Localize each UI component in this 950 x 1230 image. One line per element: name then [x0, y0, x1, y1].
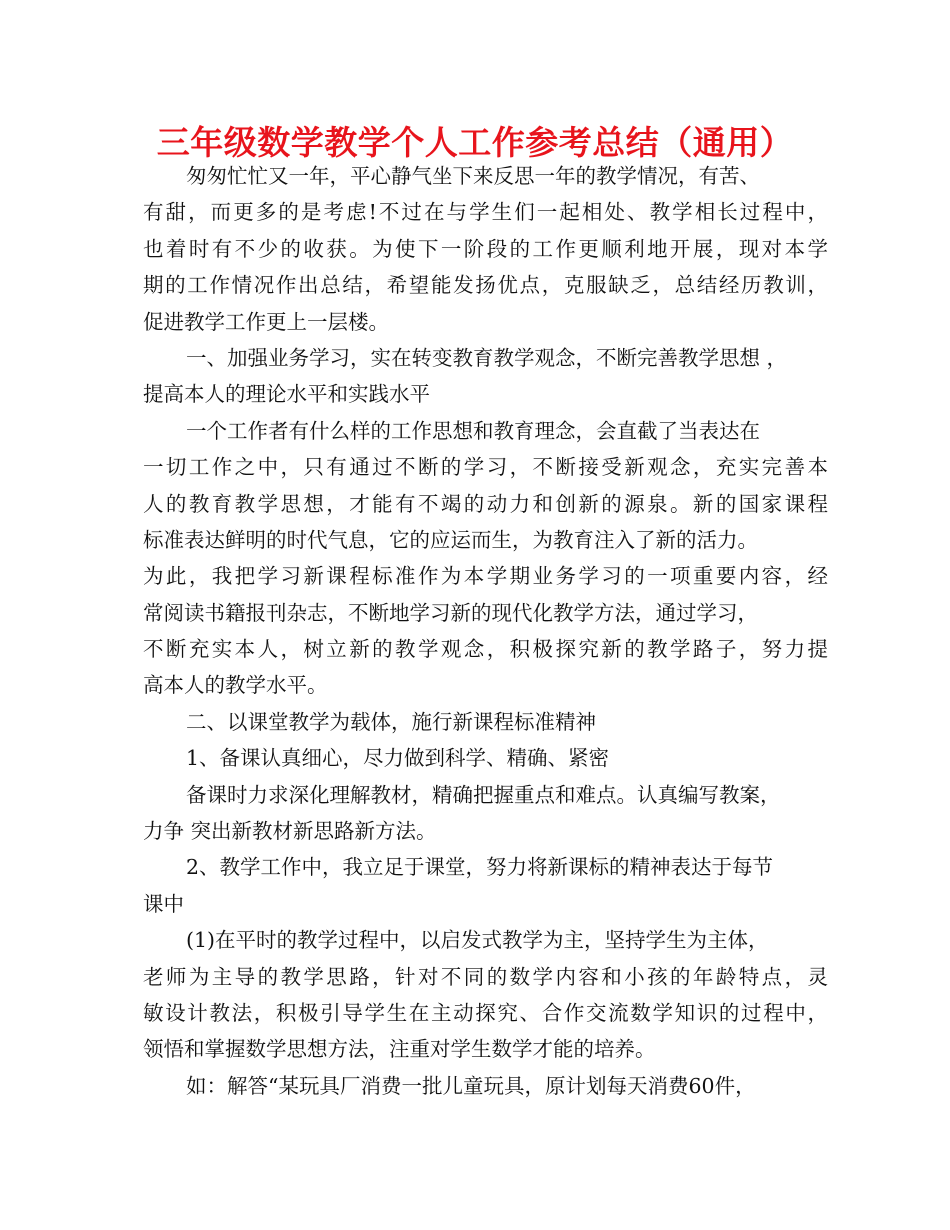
paragraph-line: 备课时力求深化理解教材，精确把握重点和难点。认真编写教案， — [186, 782, 781, 807]
paragraph-line: 老师为主导的教学思路，针对不同的数学内容和小孩的年龄特点，灵 — [143, 964, 828, 989]
section-heading-line: 二、以课堂教学为载体，施行新课程标准精神 — [186, 709, 596, 734]
paragraph-line: 一个工作者有什么样的工作思想和教育理念，会直截了当表达在 — [186, 418, 760, 443]
paragraph-line: 为此，我把学习新课程标准作为本学期业务学习的一项重要内容，经 — [143, 564, 828, 589]
paragraph-line: 也着时有不少的收获。为使下一阶段的工作更顺利地开展，现对本学 — [143, 236, 828, 261]
paragraph-line: 标准表达鲜明的时代气息，它的应运而生，为教育注入了新的活力。 — [143, 527, 758, 552]
paragraph-line: 高本人的教学水平。 — [143, 673, 328, 698]
paragraph-line: 促进教学工作更上一层楼。 — [143, 309, 389, 334]
section-heading-line: 一、加强业务学习，实在转变教育教学观念，不断完善教学思想 ， — [186, 345, 788, 370]
paragraph-line: 领悟和掌握数学思想方法，注重对学生数学才能的培养。 — [143, 1037, 656, 1062]
document-title: 三年级数学教学个人工作参考总结（通用） — [156, 123, 794, 162]
subsection-heading-line: 1、备课认真细心，尽力做到科学、精确、紧密 — [186, 746, 610, 771]
subsection-heading-line: 2、教学工作中，我立足于课堂，努力将新课标的精神表达于每节 — [186, 855, 774, 880]
section-heading-line: 提高本人的理论水平和实践水平 — [143, 382, 430, 407]
paragraph-line: (1)在平时的教学过程中，以启发式教学为主，坚持学生为主体， — [186, 928, 769, 953]
paragraph-line: 匆匆忙忙又一年，平心静气坐下来反思一年的教学情况，有苦、 — [186, 164, 760, 188]
subsection-heading-line: 课中 — [143, 891, 184, 916]
paragraph-line: 力争 突出新教材新思路新方法。 — [143, 819, 437, 844]
paragraph-line: 人的教育教学思想，才能有不竭的动力和创新的源泉。新的国家课程 — [143, 491, 828, 516]
paragraph-line: 不断充实本人，树立新的教学观念，积极探究新的教学路子，努力提 — [143, 637, 828, 662]
paragraph-line: 一切工作之中，只有通过不断的学习，不断接受新观念，充实完善本 — [143, 455, 828, 480]
paragraph-line: 期的工作情况作出总结，希望能发扬优点，克服缺乏，总结经历教训， — [143, 273, 828, 298]
paragraph-line: 有甜，而更多的是考虑!不过在与学生们一起相处、教学相长过程中， — [143, 200, 828, 225]
paragraph-line: 敏设计教法，积极引导学生在主动探究、合作交流数学知识的过程中， — [143, 1000, 828, 1025]
paragraph-line: 如：解答“某玩具厂消费一批儿童玩具，原计划每天消费60件， — [186, 1073, 756, 1098]
document-body — [143, 158, 828, 1104]
paragraph-line: 常阅读书籍报刊杂志，不断地学习新的现代化教学方法，通过学习， — [143, 600, 758, 625]
